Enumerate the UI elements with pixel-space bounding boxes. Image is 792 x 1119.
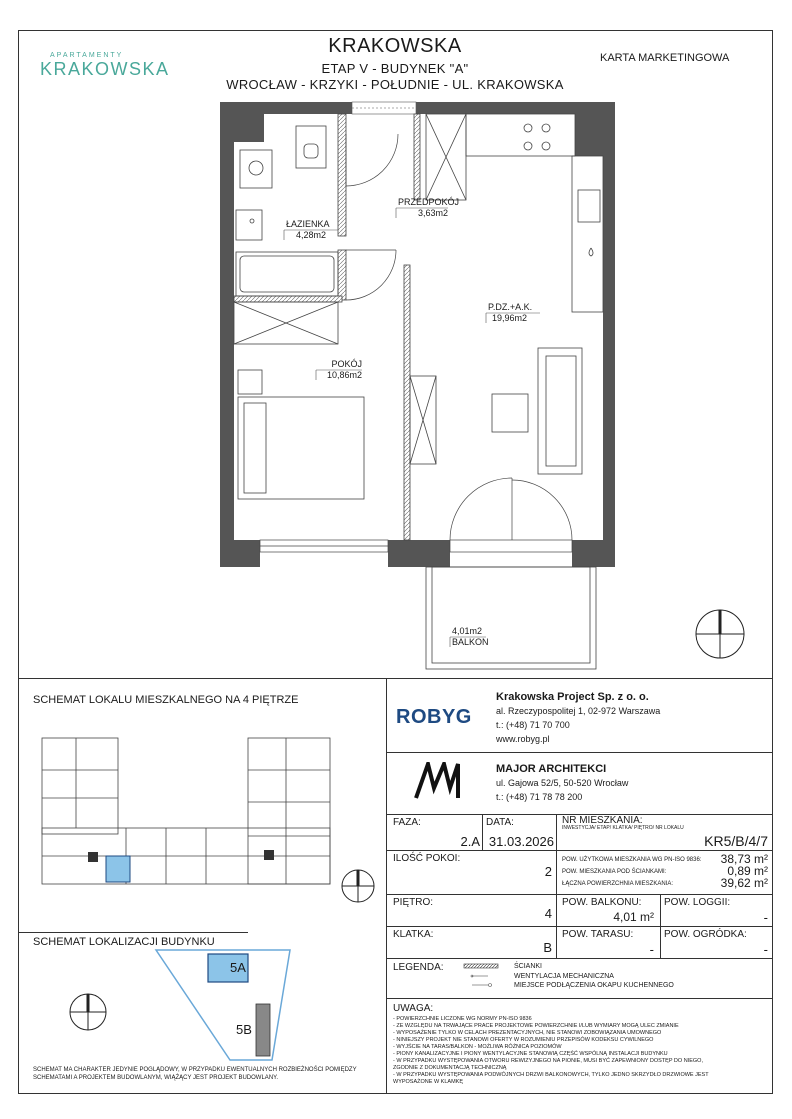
developer-info	[496, 690, 660, 746]
architect-info	[496, 762, 628, 804]
uwaga-title: UWAGA:	[393, 1003, 434, 1014]
pietro-label: PIĘTRO:	[393, 897, 434, 908]
architect-address: ul. Gajowa 52/5, 50-520 Wrocław	[496, 778, 629, 788]
schema-divider	[18, 932, 248, 933]
room-area: 4,01m2	[452, 626, 483, 636]
uwaga-notes	[393, 1016, 713, 1086]
uwaga-line: - WYPOSAŻENIE TYLKO W CELACH PREZENTACYJNYCH, NIE STANOWI ZOBOWIĄZANIA UMOWNEGO	[393, 1030, 662, 1036]
area-2-value: 0,89 m²	[727, 864, 768, 878]
uwaga-line: - POWIERZCHNIE LICZONE WG NORMY PN-ISO 9836	[393, 1016, 532, 1022]
uwaga-line: - ZE WZGLĘDU NA TRWAJĄCE PRACE PROJEKTOWE POWIERZCHNIE I/LUB WYMIARY MOGĄ ULEC ZMIANIE	[393, 1023, 679, 1029]
nr-sub: INWESTYCJA/ ETAP/ KLATKA/ PIĘTRO/ NR LOKALU	[562, 825, 684, 831]
legend-item: MIEJSCE PODŁĄCZENIA OKAPU KUCHENNEGO	[514, 982, 674, 989]
developer-phone: t.: (+48) 71 70 700	[496, 720, 570, 730]
door-swings	[346, 134, 572, 540]
logo-big-text: KRAKOWSKA	[40, 59, 170, 79]
schema-disclaimer: SCHEMAT MA CHARAKTER JEDYNIE POGLĄDOWY, W PRZYPADKU EWENTUALNYCH ROZBIEŻNOŚCI POMIĘDZY SCHEMATAMI A PROJEKTEM BUDOWLANYM, WIĄŻĄCY JEST PROJEKT BUDOWLANY.	[33, 1067, 357, 1081]
bedroom-furniture	[238, 370, 364, 499]
column-divider	[386, 678, 387, 1094]
uwaga-line: - WYJŚCIE NA TARAS/BALKON - MOŻLIWA RÓŻNICA POZIOMÓW	[393, 1044, 562, 1050]
building-schema-title: SCHEMAT LOKALIZACJI BUDYNKU	[33, 936, 215, 948]
legend-item: ŚCIANKI	[514, 963, 543, 970]
floor-schema-drawing	[36, 732, 376, 912]
room-label-balcony	[452, 626, 489, 648]
robyg-logo: ROBYG	[396, 706, 472, 728]
page-subtitle-1: ETAP V - BUDYNEK "A"	[321, 61, 469, 76]
nr-value: KR5/B/4/7	[704, 833, 768, 849]
uwaga-line: - W PRZYPADKU WYSTĘPOWANIA OTWORU REWIZYJNEGO NA PIONIE, MUSI BYĆ ZAPEWNIONY DOSTĘP DO NIEGO, ZGODNIE Z DOKUMENTACJĄ TECHNICZNĄ	[393, 1058, 703, 1071]
balkon-label: POW. BALKONU:	[562, 897, 642, 908]
table-row-2	[386, 894, 773, 895]
klatka-value: B	[543, 940, 552, 955]
uwaga-line: - NINIEJSZY PROJEKT NIE STANOWI OFERTY W ROZUMIENIU PRZEPISÓW KODEKSU CYWILNEGO	[393, 1037, 654, 1043]
room-label-hall	[398, 197, 459, 219]
room-label-bedroom	[318, 359, 362, 381]
room-name: ŁAZIENKA	[286, 219, 330, 229]
legend-title: LEGENDA:	[393, 962, 444, 973]
building-schema-drawing	[60, 948, 380, 1068]
schema-compass-icon	[342, 870, 374, 902]
loggia-value: -	[763, 910, 768, 925]
pokoi-value: 2	[544, 864, 552, 879]
developer-name: Krakowska Project Sp. z o. o.	[496, 691, 649, 703]
legend-items	[514, 962, 674, 991]
architect-phone: t.: (+48) 71 78 78 200	[496, 792, 583, 802]
legend-item: WENTYLACJA MECHANICZNA	[514, 972, 614, 980]
area-3-label: ŁĄCZNA POWIERZCHNIA MIESZKANIA:	[562, 881, 674, 887]
developer-address: al. Rzeczypospolitej 1, 02-972 Warszawa	[496, 706, 661, 716]
faza-label: FAZA:	[393, 817, 421, 828]
building-label-5b: 5B	[236, 1022, 252, 1037]
developer-web: www.robyg.pl	[496, 734, 550, 744]
nr-label: NR MIESZKANIA:	[562, 815, 643, 826]
uwaga-line: - W PRZYPADKU WYSTĘPOWANIA PODWÓJNYCH DRZWI BALKONOWYCH, TYLKO JEDNO SKRZYDŁO DRZWIOWE JEST WYPOSAŻONE W KLAMKĘ	[393, 1072, 709, 1085]
table-col-2	[556, 814, 557, 958]
room-area: 19,96m2	[492, 313, 528, 323]
building-compass-icon	[70, 994, 106, 1030]
table-row-4	[386, 958, 773, 959]
compass-icon	[696, 610, 744, 658]
card-type: KARTA MARKETINGOWA	[600, 52, 730, 64]
taras-value: -	[649, 942, 654, 957]
building-label-5a: 5A	[230, 960, 246, 975]
room-area: 10,86m2	[326, 370, 362, 380]
data-value: 31.03.2026	[488, 834, 554, 849]
living-furniture	[492, 348, 582, 474]
page-subtitle-2: WROCŁAW - KRZYKI - POŁUDNIE - UL. KRAKOWSKA	[226, 77, 564, 92]
section-divider	[18, 678, 773, 679]
architect-name: MAJOR ARCHITEKCI	[496, 763, 607, 775]
floor-schema-title: SCHEMAT LOKALU MIESZKALNEGO NA 4 PIĘTRZE	[33, 694, 299, 706]
table-col-1	[482, 814, 483, 850]
faza-value: 2.A	[460, 834, 480, 849]
area-1-value: 38,73 m²	[720, 852, 768, 866]
data-label: DATA:	[486, 817, 514, 828]
room-name: P.DZ.+A.K.	[488, 302, 533, 312]
closets	[234, 114, 466, 464]
room-name: POKÓJ	[331, 359, 362, 369]
interior-walls	[234, 114, 420, 540]
room-label-bathroom	[286, 219, 330, 241]
balkon-value: 4,01 m²	[613, 910, 654, 924]
pokoi-label: ILOŚĆ POKOI:	[393, 853, 461, 864]
room-name: PRZEDPOKÓJ	[398, 197, 460, 207]
room-name: BALKON	[452, 637, 489, 647]
bathroom-fixtures	[236, 126, 338, 296]
wall-hatch-icon	[464, 964, 498, 968]
pietro-value: 4	[544, 906, 552, 921]
major-logo-icon	[414, 762, 464, 800]
room-area: 4,28m2	[296, 230, 327, 240]
developer-divider	[386, 752, 773, 753]
hood-connection-icon	[472, 984, 492, 987]
taras-label: POW. TARASU:	[562, 929, 634, 940]
table-row-1	[386, 850, 773, 851]
legend-symbols	[462, 962, 502, 992]
balcony	[426, 567, 596, 669]
page-title: KRAKOWSKA	[328, 35, 462, 57]
table-row-3	[386, 926, 773, 927]
area-2-label: POW. MIESZKANIA POD ŚCIANKAMI:	[562, 869, 667, 875]
uwaga-divider	[386, 998, 773, 999]
uwaga-line: - PIONY KANALIZACYJNE I PIONY WENTYLACYJNE STANOWIĄ CZĘŚĆ WSPÓLNĄ INSTALACJI BUDYNKU	[393, 1051, 668, 1057]
room-area: 3,63m2	[418, 208, 449, 218]
area-1-label: POW. UŻYTKOWA MIESZKANIA WG PN-ISO 9836:	[562, 857, 702, 863]
loggia-label: POW. LOGGII:	[664, 897, 731, 908]
room-label-living	[488, 302, 532, 324]
ogrodek-label: POW. OGRÓDKA:	[664, 929, 747, 940]
ventilation-icon	[471, 975, 488, 977]
logo-small-text: APARTAMENTY	[50, 52, 124, 59]
area-3-value: 39,62 m²	[720, 876, 768, 890]
ogrodek-value: -	[763, 942, 768, 957]
klatka-label: KLATKA:	[393, 929, 434, 940]
